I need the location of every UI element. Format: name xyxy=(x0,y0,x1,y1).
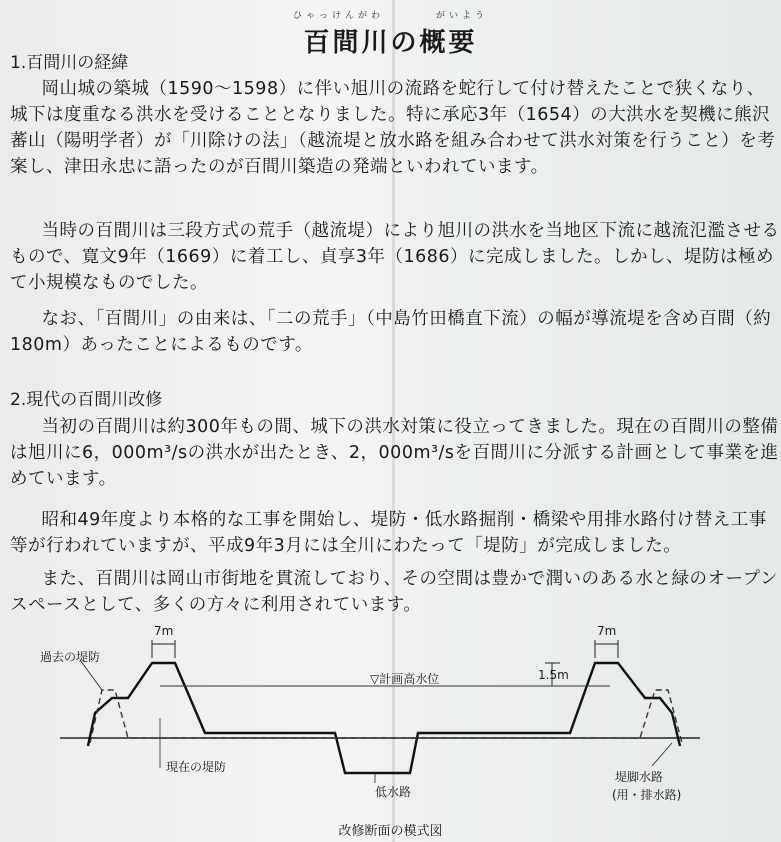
label-past-levee: 過去の堤防 xyxy=(40,650,101,664)
label-toe-channel: 堤脚水路 xyxy=(615,770,664,784)
section1-heading: 1.百間川の経緯 xyxy=(10,53,129,73)
label-design-water-level: ▽計画高水位 xyxy=(370,672,440,686)
section1-paragraph-3: なお、「百間川」の由来は、「二の荒手」（中島竹田橋直下流）の幅が導流堤を含め百間（約180m）あったことによるものです。 xyxy=(10,309,772,355)
label-low-water-channel: 低水路 xyxy=(375,785,412,799)
section2-paragraph-1: 当初の百間川は約300年もの間、城下の洪水対策に役立ってきました。現在の百間川の整備は旭川に6，000m³/sの洪水が出たとき、2，000m³/sを百間川に分派する計画として事業を進めています。 xyxy=(10,417,779,489)
section2-paragraph-3: また、百間川は岡山市街地を貫流しており、その空間は豊かで潤いのある水と緑のオープンスペースとして、多くの方々に利用されています。 xyxy=(10,569,778,615)
diagram-caption: 改修断面の模式図 xyxy=(338,824,443,839)
label-current-levee: 現在の堤防 xyxy=(166,760,227,774)
past-levee-profile xyxy=(90,690,682,743)
section1-paragraph-1: 岡山城の築城（1590～1598）に伴い旭川の流路を蛇行して付け替えたことで狭くなり、城下は度重なる洪水を受けることとなりました。特に承応3年（1654）の大洪水を契機に熊沢蕃山（陽明学者）が「川除けの法」（越流堤と放水路を組み合わせて洪水対策を行うこと）を考案し、津田永忠に語ったのが百間川築造の発端といわれています。 xyxy=(10,79,776,177)
label-width-right: 7m xyxy=(597,624,617,638)
title-text: 百間川の概要 xyxy=(303,28,478,58)
label-width-left: 7m xyxy=(154,624,174,638)
section1-paragraph-2: 当時の百間川は三段方式の荒手（越流堤）により旭川の洪水を当地区下流に越流氾濫させるもので、寛文9年（1669）に着工し、貞享3年（1686）に完成しました。しかし、堤防は極めて小規模なものでした。 xyxy=(10,221,780,293)
section2-heading: 2.現代の百間川改修 xyxy=(10,390,163,410)
label-toe-channel-note: (用・排水路) xyxy=(612,788,682,802)
cross-section-diagram xyxy=(40,618,740,818)
label-freeboard: 1.5m xyxy=(538,668,569,682)
section2-paragraph-2: 昭和49年度より本格的な工事を開始し、堤防・低水路掘削・橋梁や用排水路付け替え工事等が行われていますが、平成9年3月には全川にわたって「堤防」が完成しました。 xyxy=(10,510,767,556)
title-ruby: ひゃっけんがわ がいよう xyxy=(292,11,488,21)
